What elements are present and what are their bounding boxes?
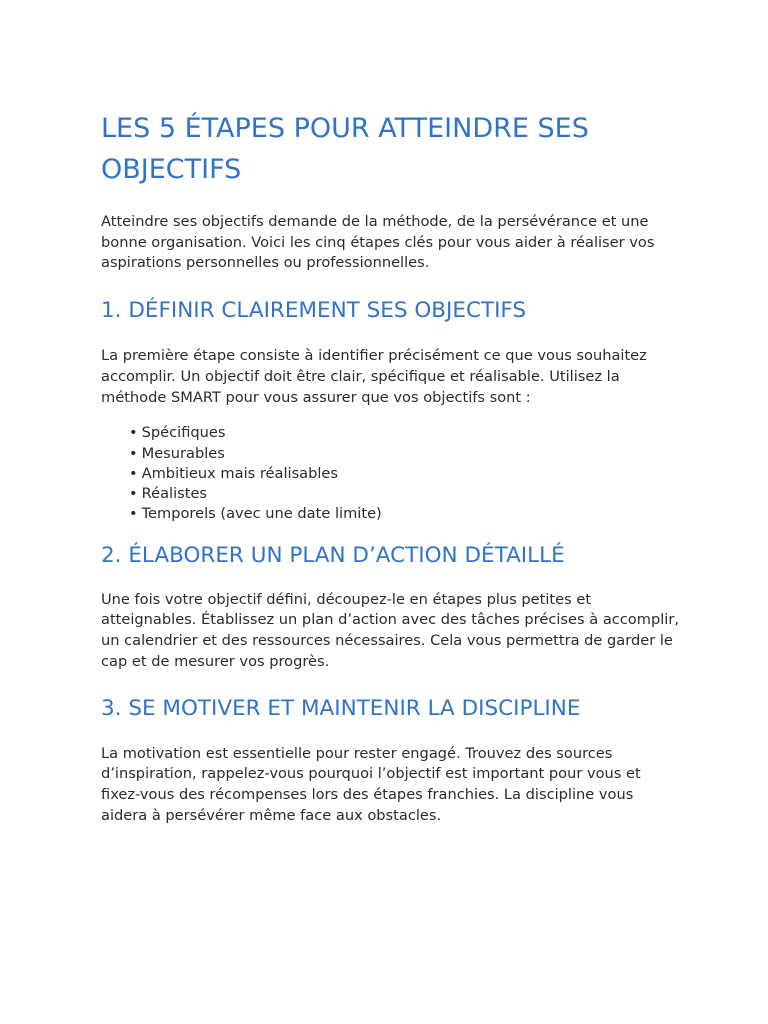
intro-paragraph: Atteindre ses objectifs demande de la méthode, de la persévérance et une bonne organisation. Voici les cinq étapes clés pour vous aider à réaliser vos aspirations personnelles ou professionnelles. <box>101 213 655 272</box>
bullet-icon: • <box>129 485 138 503</box>
list-item <box>129 504 681 524</box>
list-item <box>129 464 681 484</box>
list-item <box>129 484 681 504</box>
bullet-icon: • <box>129 444 138 462</box>
bullet-icon: • <box>129 424 138 442</box>
section-3-heading: 3. SE MOTIVER ET MAINTENIR LA DISCIPLINE <box>101 695 581 721</box>
bullet-icon: • <box>129 464 138 482</box>
list-item-label: Spécifiques <box>141 424 226 442</box>
section-1-heading: 1. DÉFINIR CLAIREMENT SES OBJECTIFS <box>101 298 527 324</box>
section-1-paragraph: La première étape consiste à identifier précisément ce que vous souhaitez accomplir. Un objectif doit être clair, spécifique et réalisable. Utilisez la méthode SMART pour vous assurer que vos objectifs sont : <box>101 347 647 406</box>
list-item-label: Réalistes <box>141 485 208 503</box>
list-item-label: Temporels (avec une date limite) <box>141 505 382 523</box>
list-item <box>129 444 681 464</box>
section-2-heading: 2. ÉLABORER UN PLAN D’ACTION DÉTAILLÉ <box>101 542 565 568</box>
list-item <box>129 423 681 443</box>
document-title: LES 5 ÉTAPES POUR ATTEINDRE SES OBJECTIFS <box>101 113 589 185</box>
bullet-icon: • <box>129 505 138 523</box>
document-page <box>101 108 681 826</box>
list-item-label: Ambitieux mais réalisables <box>141 464 339 482</box>
list-item-label: Mesurables <box>141 444 225 462</box>
section-3-paragraph: La motivation est essentielle pour rester engagé. Trouvez des sources d’inspiration, rappelez-vous pourquoi l’objectif est important pour vous et fixez-vous des récompenses lors des étapes franchies. La discipline vous aidera à persévérer même face aux obstacles. <box>101 744 641 824</box>
smart-criteria-list <box>101 423 681 524</box>
section-2-paragraph: Une fois votre objectif défini, découpez-le en étapes plus petites et atteignables. Établissez un plan d’action avec des tâches précises à accomplir, un calendrier et des ressources nécessaires. Cela vous permettra de garder le cap et de mesurer vos progrès. <box>101 590 679 670</box>
